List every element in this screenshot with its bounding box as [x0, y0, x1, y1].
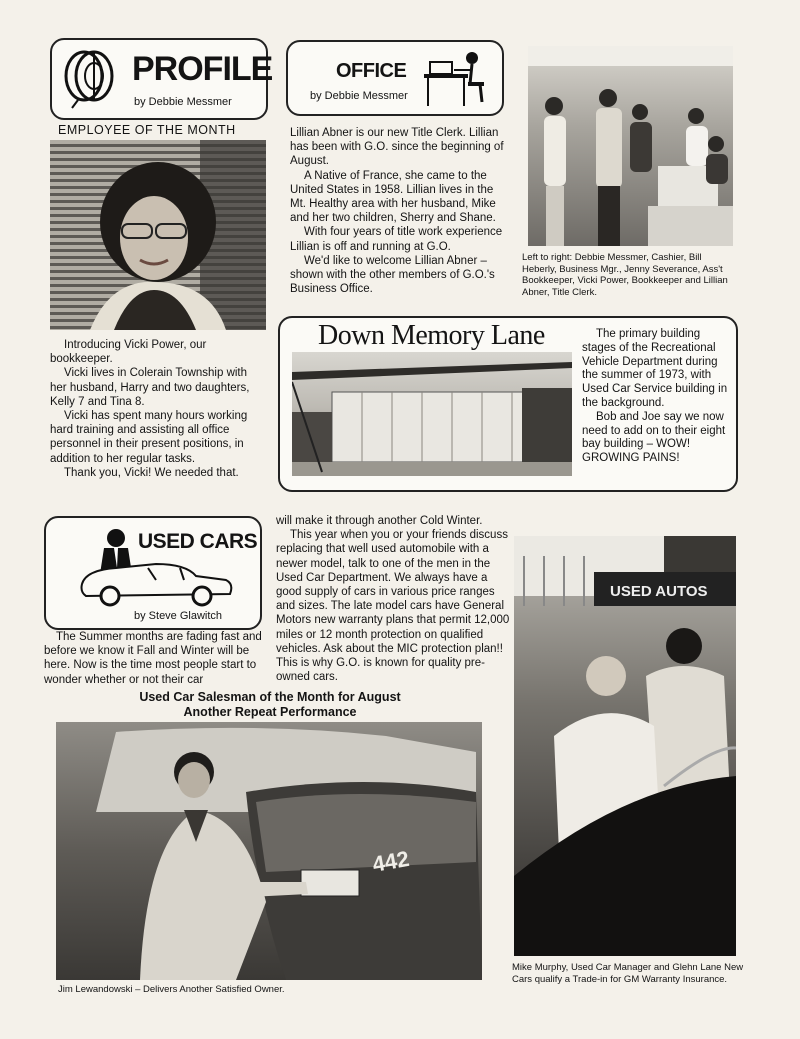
office-paragraph: We'd like to welcome Lillian Abner – shown with the other members of G.O.'s Business Office. [290, 254, 495, 296]
profile-body [50, 338, 266, 480]
used-cars-header-box [44, 516, 262, 630]
profile-paragraph: Introducing Vicki Power, our bookkeeper. [50, 339, 207, 366]
profile-paragraph: Vicki lives in Colerain Township with her husband, Harry and two daughters, Kelly 7 and Tina 8. [50, 367, 250, 408]
office-title: OFFICE [336, 60, 407, 82]
car-badge-442: 442 [370, 845, 412, 877]
business-office-photo [528, 46, 733, 246]
murphy-lane-caption: Mike Murphy, Used Car Manager and Glehn Lane New Cars qualify a Trade-in for GM Warranty Insurance. [512, 962, 744, 985]
murphy-lane-photo [514, 536, 736, 956]
used-cars-col2-first: will make it through another Cold Winter. [276, 515, 483, 527]
memory-lane-body [582, 328, 728, 466]
used-cars-byline: by Steve Glawitch [134, 610, 223, 622]
vicki-power-photo [50, 140, 266, 330]
film-reel-icon [60, 46, 120, 110]
profile-paragraph: Thank you, Vicki! We needed that. [64, 466, 239, 479]
used-autos-sign: USED AUTOS [610, 583, 708, 600]
salesman-heading-line2: Another Repeat Performance [183, 705, 357, 719]
office-paragraph: Lillian Abner is our new Title Clerk. Lillian has been with G.O. since the beginning of August. [290, 127, 504, 168]
salesman-heading [100, 690, 440, 720]
used-cars-col2-rest: This year when you or your friends discuss replacing that well used automobile with a newer model, talk to one of the men in the Used Car Department. We always have a good supply of cars in various price ranges and sizes. The late model cars have General Motors new warranty plans that permit 12,000 miles or 12 month protection on qualified vehicles. Ask about the MIC protection plan!! This is why G.O. is known for quality pre-owned cars. [276, 529, 510, 684]
profile-subtitle: EMPLOYEE OF THE MONTH [58, 123, 236, 137]
office-paragraph: A Native of France, she came to the United States in 1958. Lillian lives in the Mt. Healthy area with her husband, Mike and her two children, Sherry and Shane. [290, 169, 496, 225]
memory-paragraph: The primary building stages of the Recreational Vehicle Department during the summer of 1973, with Used Car Service building in the background. [582, 328, 728, 409]
office-header-box [286, 40, 504, 116]
profile-title: PROFILE [132, 50, 273, 88]
office-paragraph: With four years of title work experience Lillian is off and running at G.O. [290, 226, 503, 253]
rv-building-photo [292, 352, 572, 476]
used-cars-col2 [276, 514, 512, 684]
memory-lane-title: Down Memory Lane [318, 320, 545, 351]
profile-paragraph: Vicki has spent many hours working hard training and assisting all office personnel in their present positions, in addition to her regular tasks. [50, 410, 248, 465]
office-worker-icon [420, 46, 494, 108]
memory-lane-box [278, 316, 738, 492]
salesman-heading-line1: Used Car Salesman of the Month for August [139, 690, 401, 704]
office-body [290, 126, 506, 296]
used-cars-title: USED CARS [138, 530, 258, 553]
office-photo-caption: Left to right: Debbie Messmer, Cashier, Bill Heberly, Business Mgr., Jenny Severance, Ass't Bookkeeper, Vicki Power, Bookkeeper and Lillian Abner, Title Clerk. [522, 252, 728, 298]
memory-paragraph: Bob and Joe say we now need to add on to their eight bay building – WOW! GROWING PAINS! [582, 410, 726, 465]
profile-byline: by Debbie Messmer [134, 96, 232, 108]
jim-lewandowski-photo [56, 722, 482, 980]
office-byline: by Debbie Messmer [310, 90, 408, 102]
profile-header-box [50, 38, 273, 120]
used-cars-col1: The Summer months are fading fast and before we know it Fall and Winter will be here. Now is the time most people start to wonder whether or not their car [44, 631, 262, 686]
salesman-caption: Jim Lewandowski – Delivers Another Satisfied Owner. [58, 984, 285, 995]
